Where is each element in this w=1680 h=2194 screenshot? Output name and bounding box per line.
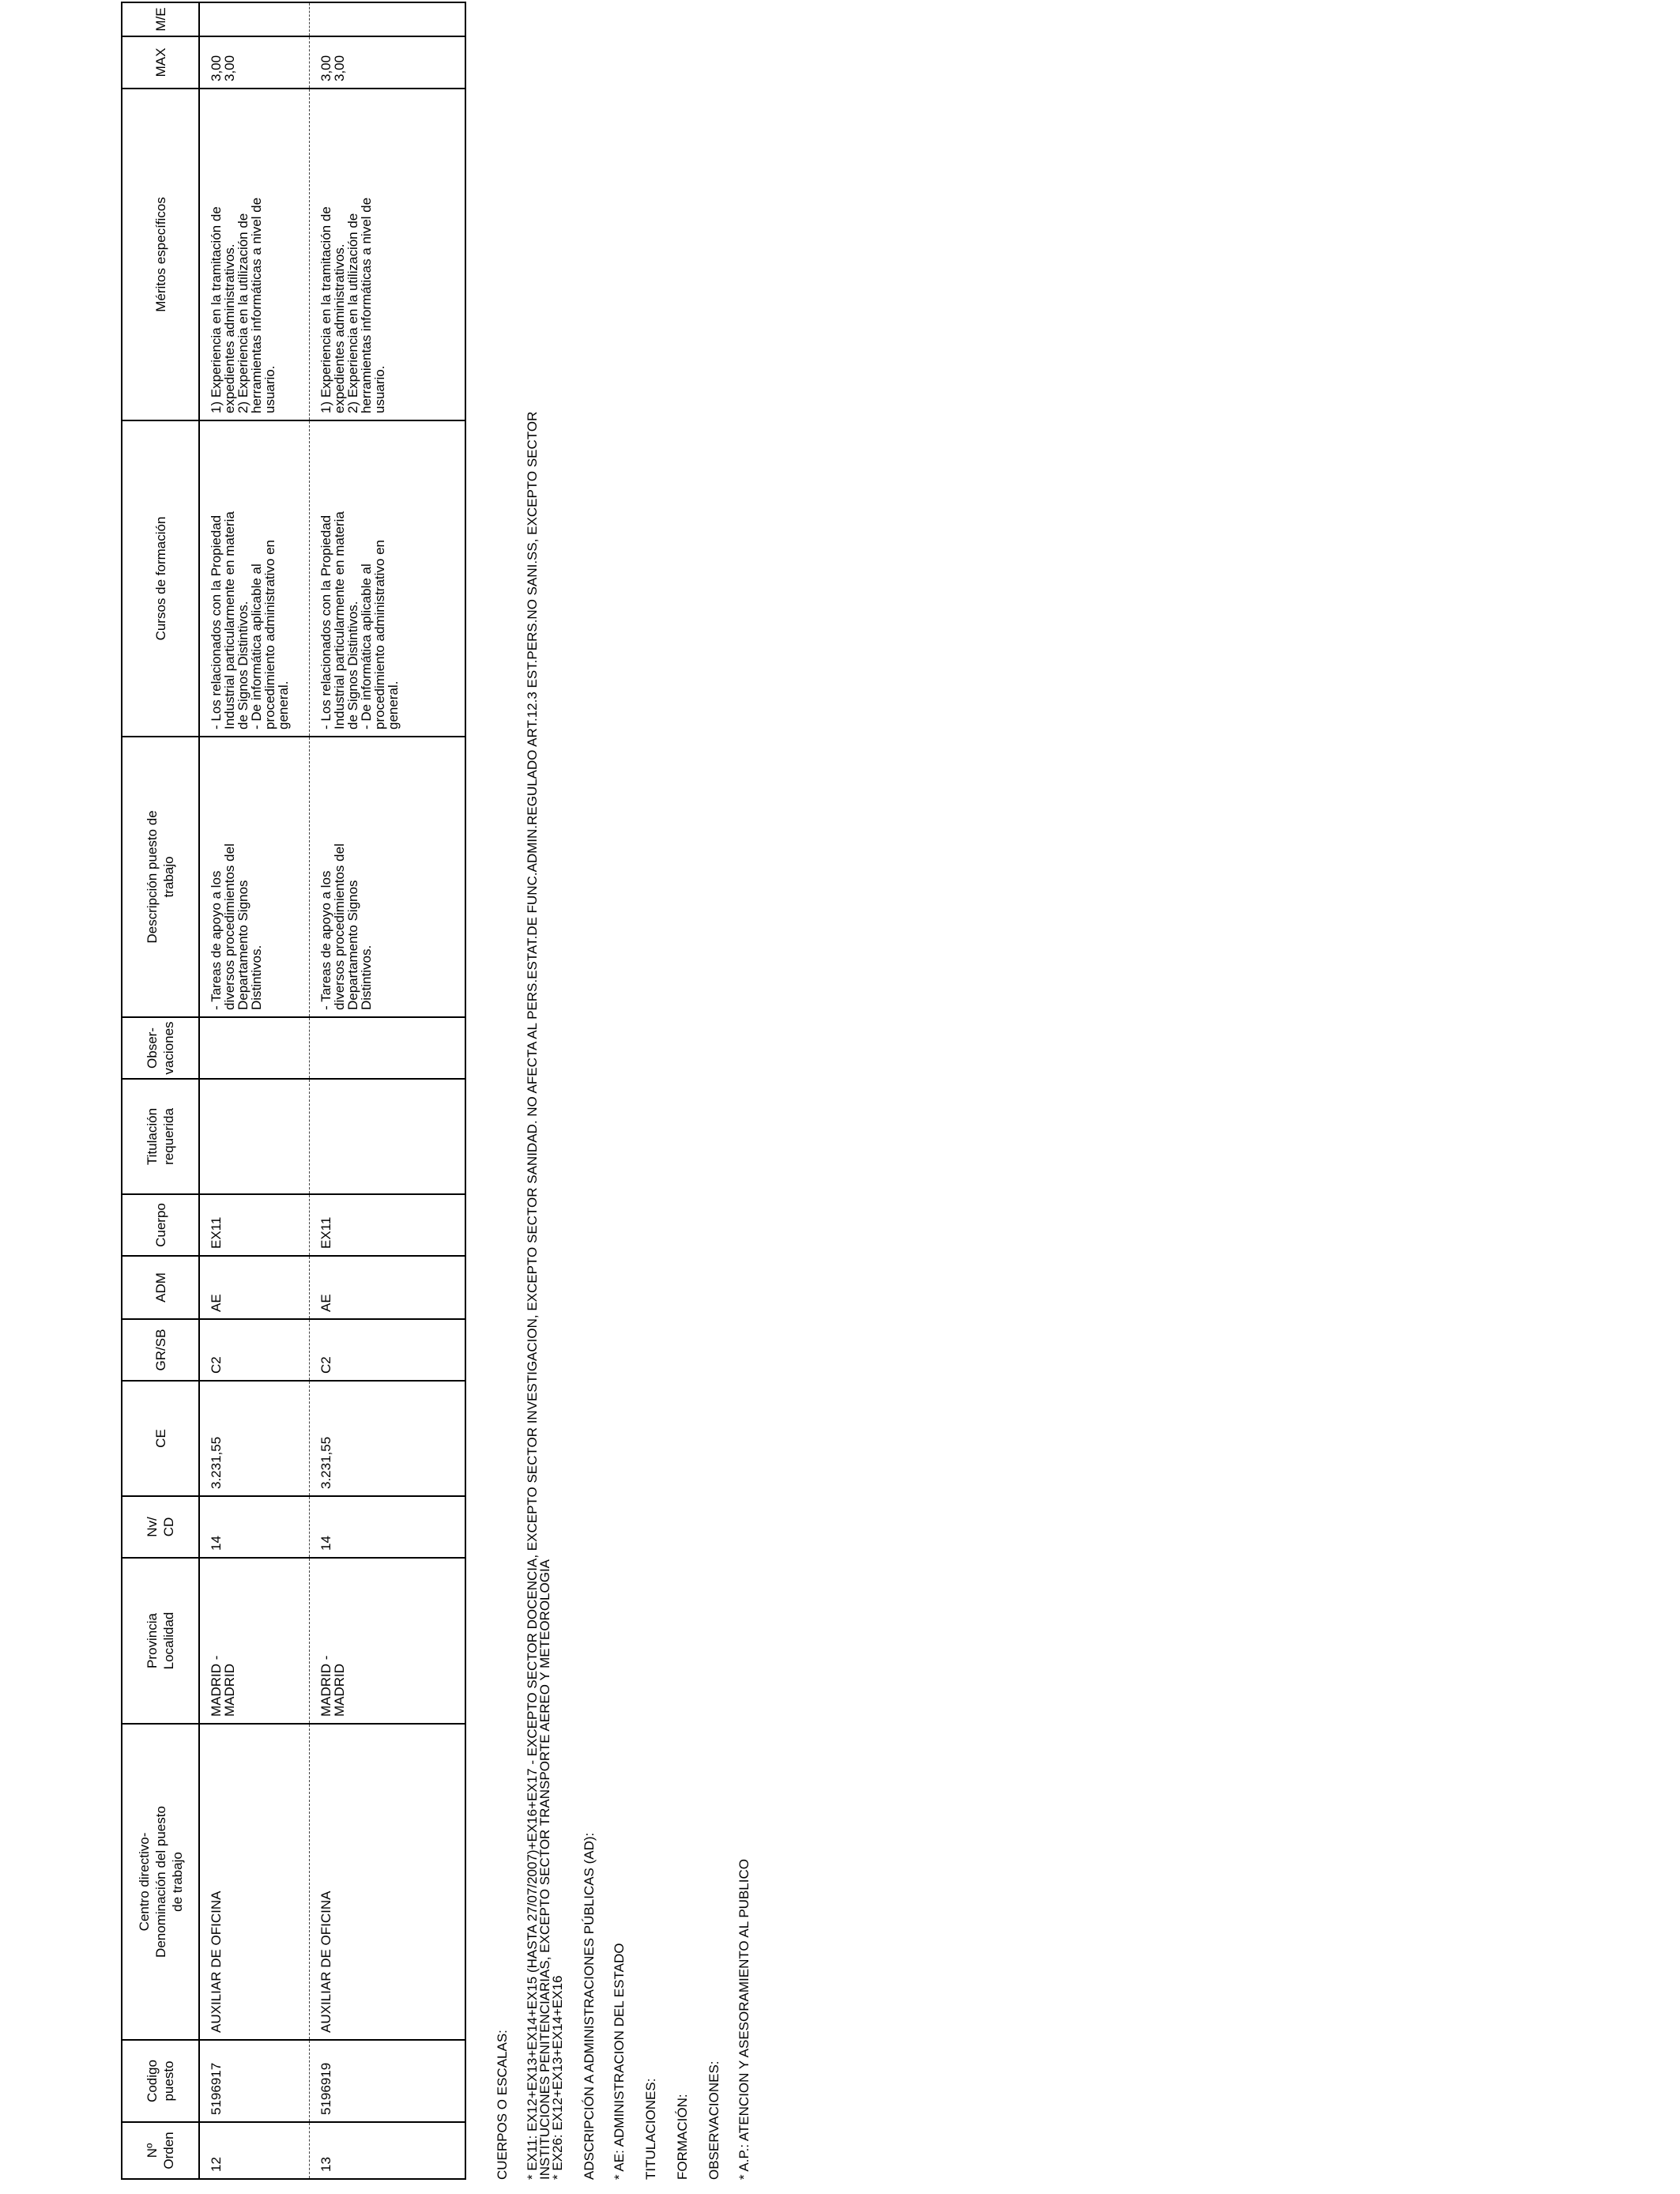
cell-cursos: - Los relacionados con la Propiedad Industrial particularmente en materia de Signos Distintivos. - De informática aplicable al procedimiento administrativo en general. <box>310 420 466 737</box>
header-adm: ADM <box>122 1256 199 1319</box>
cell-centro: AUXILIAR DE OFICINA <box>310 1724 466 2040</box>
header-orden: Nº Orden <box>122 2122 199 2179</box>
header-meritos: Méritos específicos <box>122 89 199 420</box>
adscripcion-ae: * AE: ADMINISTRACION DEL ESTADO <box>612 1943 627 2180</box>
positions-table <box>121 0 466 2180</box>
adscripcion-section <box>583 46 626 2180</box>
cell-centro: AUXILIAR DE OFICINA <box>199 1724 310 2040</box>
cell-titulacion <box>199 1079 310 1194</box>
cell-cuerpo: EX11 <box>199 1194 310 1256</box>
cell-titulacion <box>310 1079 466 1194</box>
header-ce: CE <box>122 1381 199 1496</box>
header-max: MAX <box>122 36 199 89</box>
header-nivel: Nv/ CD <box>122 1496 199 1558</box>
cell-grupo: C2 <box>310 1319 466 1381</box>
cell-orden: 13 <box>310 2122 466 2179</box>
cell-codigo: 5196919 <box>310 2040 466 2122</box>
header-cursos: Cursos de formación <box>122 420 199 737</box>
cell-provincia: MADRID - MADRID <box>310 1558 466 1724</box>
cell-observaciones <box>310 1017 466 1079</box>
legend-notes <box>496 46 770 2180</box>
cuerpos-title: CUERPOS O ESCALAS: <box>495 2030 510 2180</box>
cell-adm: AE <box>199 1256 310 1319</box>
observaciones-ap: * A.P.: ATENCION Y ASESORAMIENTO AL PUBLICO <box>736 1859 751 2180</box>
table-row <box>310 2 466 2179</box>
cell-provincia: MADRID - MADRID <box>199 1558 310 1724</box>
cell-descripcion: - Tareas de apoyo a los diversos procedimientos del Departamento Signos Distintivos. <box>199 737 310 1017</box>
adscripcion-title: ADSCRIPCIÓN A ADMINISTRACIONES PÚBLICAS (AD): <box>582 1832 597 2180</box>
observaciones-section <box>708 46 751 2180</box>
cell-nivel: 14 <box>199 1496 310 1558</box>
cuerpos-ex11: * EX11: EX12+EX13+EX14+EX15 (HASTA 27/07/2007)+EX16+EX17 - EXCEPTO SECTOR DOCENCIA, EXCEPTO SECTOR INVESTIGACION, EXCEPTO SECTOR SANIDAD. NO AFECTA AL PERS.ESTAT.DE FUNC.ADMIN.REGULADO ART.12.3 EST.PERS.NO SANI.SS, EXCEPTO SECTOR INSTITUCIONES PENITENCIARIAS, EXCEPTO SECTOR TRANSPORTE AEREO Y METEOROLOGIA <box>525 411 552 2180</box>
cell-ce: 3.231,55 <box>310 1381 466 1496</box>
formacion-section <box>676 46 689 2180</box>
cell-cursos: - Los relacionados con la Propiedad Industrial particularmente en materia de Signos Distintivos. - De informática aplicable al procedimiento administrativo en general. <box>199 420 310 737</box>
cell-max: 3,00 3,00 <box>199 36 310 89</box>
cell-orden: 12 <box>199 2122 310 2179</box>
cell-me <box>310 2 466 36</box>
cuerpos-section <box>496 46 564 2180</box>
cell-meritos: 1) Experiencia en la tramitación de expedientes administrativos. 2) Experiencia en la utilización de herramientas informáticas a nivel de usuario. <box>199 89 310 420</box>
header-titulacion: Titulación requerida <box>122 1079 199 1194</box>
cell-nivel: 14 <box>310 1496 466 1558</box>
header-descripcion: Descripción puesto de trabajo <box>122 737 199 1017</box>
observaciones-title: OBSERVACIONES: <box>706 2060 721 2180</box>
cell-grupo: C2 <box>199 1319 310 1381</box>
table-header-row <box>122 2 199 2179</box>
cell-meritos: 1) Experiencia en la tramitación de expedientes administrativos. 2) Experiencia en la utilización de herramientas informáticas a nivel de usuario. <box>310 89 466 420</box>
table-row <box>199 2 310 2179</box>
formacion-title: FORMACIÓN: <box>675 2094 690 2180</box>
cell-ce: 3.231,55 <box>199 1381 310 1496</box>
header-me: M/E <box>122 2 199 36</box>
header-codigo: Codigo puesto <box>122 2040 199 2122</box>
cuerpos-ex26: * EX26: EX12+EX13+EX14+EX16 <box>550 1975 565 2180</box>
cell-cuerpo: EX11 <box>310 1194 466 1256</box>
header-cuerpo: Cuerpo <box>122 1194 199 1256</box>
header-observaciones: Obser- vaciones <box>122 1017 199 1079</box>
titulaciones-section <box>645 46 657 2180</box>
header-centro: Centro directivo- Denominación del puesto de trabajo <box>122 1724 199 2040</box>
cell-descripcion: - Tareas de apoyo a los diversos procedimientos del Departamento Signos Distintivos. <box>310 737 466 1017</box>
cell-observaciones <box>199 1017 310 1079</box>
cell-codigo: 5196917 <box>199 2040 310 2122</box>
header-provincia: Provincia Localidad <box>122 1558 199 1724</box>
header-grupo: GR/SB <box>122 1319 199 1381</box>
cell-me <box>199 2 310 36</box>
cell-max: 3,00 3,00 <box>310 36 466 89</box>
titulaciones-title: TITULACIONES: <box>643 2078 658 2180</box>
cell-adm: AE <box>310 1256 466 1319</box>
